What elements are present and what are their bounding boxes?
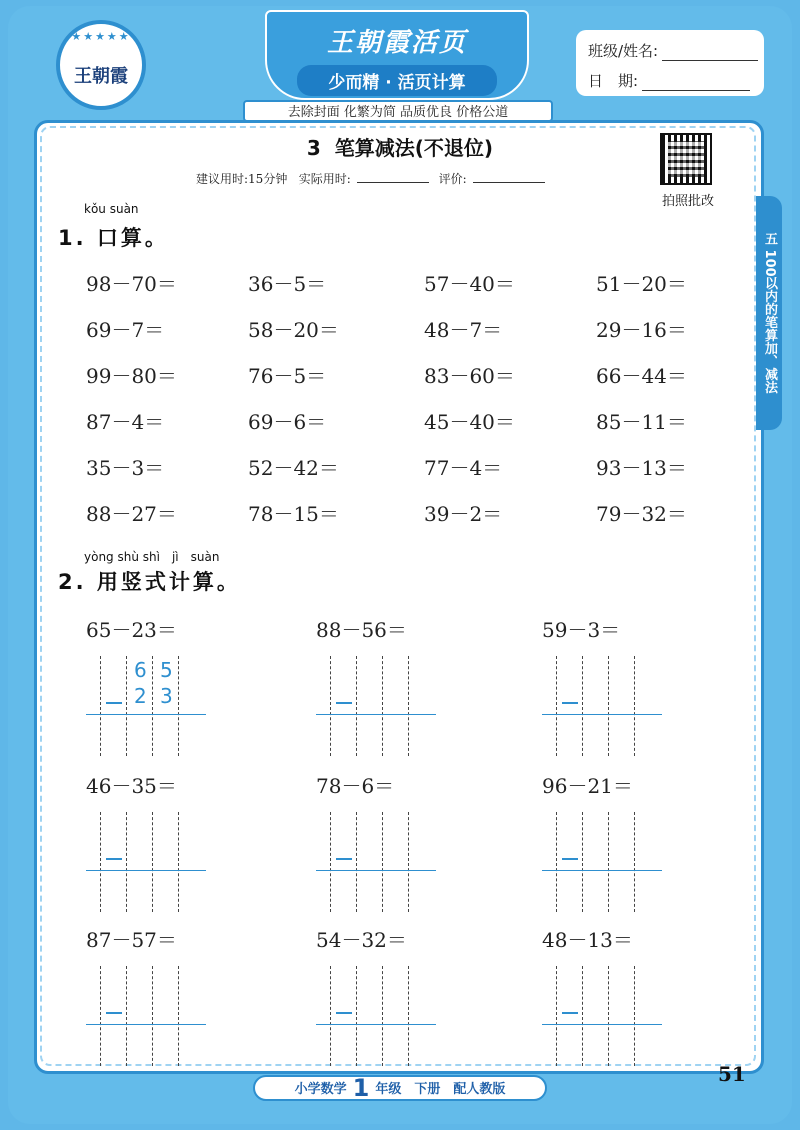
grid-column-line xyxy=(100,966,101,1066)
qr-label: 拍照批改 xyxy=(661,194,714,209)
grid-column-line xyxy=(382,812,383,912)
grid-column-line xyxy=(408,812,409,912)
sum-line xyxy=(86,1024,206,1025)
oral-problem: 48－7＝ xyxy=(424,318,503,342)
grid-column-line xyxy=(634,966,635,1066)
grid-column-line xyxy=(582,812,583,912)
vertical-calc-grid[interactable] xyxy=(556,656,666,756)
grid-column-line xyxy=(582,966,583,1066)
oral-problem: 57－40＝ xyxy=(424,272,515,296)
oral-problem: 58－20＝ xyxy=(248,318,339,342)
example-digit: 5 xyxy=(160,658,173,682)
oral-problem: 76－5＝ xyxy=(248,364,327,388)
grid-column-line xyxy=(582,656,583,756)
oral-problem: 36－5＝ xyxy=(248,272,327,296)
sum-line xyxy=(316,1024,436,1025)
oral-problem: 29－16＝ xyxy=(596,318,687,342)
oral-problem: 98－70＝ xyxy=(86,272,177,296)
oral-problem: 66－44＝ xyxy=(596,364,687,388)
vertical-calc-grid[interactable] xyxy=(556,966,666,1066)
grid-column-line xyxy=(356,812,357,912)
oral-problem: 83－60＝ xyxy=(424,364,515,388)
oral-problem: 39－2＝ xyxy=(424,502,503,526)
example-digit: 3 xyxy=(160,684,173,708)
grid-column-line xyxy=(330,966,331,1066)
vertical-problem: 54－32＝ xyxy=(316,928,407,952)
grid-column-line xyxy=(356,966,357,1066)
vertical-calc-grid[interactable] xyxy=(330,966,440,1066)
minus-sign xyxy=(106,702,122,704)
oral-problem: 79－32＝ xyxy=(596,502,687,526)
lesson-name: 笔算减法(不退位) xyxy=(334,136,494,160)
brand-title: 王朝霞活页 xyxy=(326,28,467,58)
class-name-row xyxy=(588,40,758,61)
vertical-problem: 87－57＝ xyxy=(86,928,177,952)
publisher-logo xyxy=(56,20,146,110)
grid-column-line xyxy=(178,812,179,912)
minus-sign xyxy=(336,858,352,860)
actual-time-field[interactable] xyxy=(357,182,429,183)
brand-subtitle: 少而精 · 活页计算 xyxy=(297,65,497,96)
minus-sign xyxy=(106,1012,122,1014)
grid-column-line xyxy=(152,812,153,912)
evaluation-label: 评价: xyxy=(438,172,467,186)
footer-grade-number: 1 xyxy=(352,1074,370,1102)
minus-sign xyxy=(336,1012,352,1014)
grid-column-line xyxy=(152,656,153,756)
vertical-problem: 48－13＝ xyxy=(542,928,633,952)
oral-problem: 78－15＝ xyxy=(248,502,339,526)
chapter-side-tab: 五 100以内的笔算加、减法 xyxy=(756,196,782,430)
vertical-problem: 59－3＝ xyxy=(542,618,621,642)
minus-sign xyxy=(562,702,578,704)
oral-problem: 85－11＝ xyxy=(596,410,687,434)
vertical-problem: 78－6＝ xyxy=(316,774,395,798)
footer-subject: 小学数学 xyxy=(294,1082,347,1097)
timing-row xyxy=(196,170,551,187)
grid-column-line xyxy=(634,656,635,756)
section1-pinyin: kǒu suàn xyxy=(84,202,139,216)
vertical-problem: 65－23＝ xyxy=(86,618,177,642)
minus-sign xyxy=(562,1012,578,1014)
grid-column-line xyxy=(556,812,557,912)
name-date-box xyxy=(576,30,764,96)
vertical-calc-grid[interactable] xyxy=(100,812,210,912)
lesson-number: 3 xyxy=(306,136,321,160)
page-number: 51 xyxy=(718,1062,746,1086)
class-name-field[interactable] xyxy=(662,46,758,61)
grid-column-line xyxy=(330,812,331,912)
sum-line xyxy=(542,1024,662,1025)
grid-column-line xyxy=(408,656,409,756)
evaluation-field[interactable] xyxy=(473,182,545,183)
oral-problem: 99－80＝ xyxy=(86,364,177,388)
class-name-label: 班级/姓名: xyxy=(588,42,659,60)
grid-column-line xyxy=(634,812,635,912)
grid-column-line xyxy=(126,966,127,1066)
stars-icon: ★★★★★ xyxy=(71,30,131,43)
vertical-calc-grid[interactable] xyxy=(556,812,666,912)
sum-line xyxy=(86,714,206,715)
oral-problem: 77－4＝ xyxy=(424,456,503,480)
footer-bar xyxy=(253,1075,547,1101)
vertical-problem: 88－56＝ xyxy=(316,618,407,642)
oral-problem: 35－3＝ xyxy=(86,456,165,480)
example-digit: 2 xyxy=(134,684,147,708)
minus-sign xyxy=(106,858,122,860)
date-field[interactable] xyxy=(642,76,750,91)
example-digit: 6 xyxy=(134,658,147,682)
sum-line xyxy=(316,870,436,871)
oral-problem: 88－27＝ xyxy=(86,502,177,526)
oral-problem: 87－4＝ xyxy=(86,410,165,434)
slogan: 去除封面 化繁为简 品质优良 价格公道 xyxy=(243,100,553,122)
brand-banner xyxy=(265,10,529,100)
footer-edition: 年级 下册 配人教版 xyxy=(375,1082,506,1097)
minus-sign xyxy=(562,858,578,860)
grid-column-line xyxy=(382,656,383,756)
section2-pinyin: yòng shù shì jì suàn xyxy=(84,550,220,564)
vertical-calc-grid[interactable] xyxy=(330,656,440,756)
oral-problem: 69－6＝ xyxy=(248,410,327,434)
grid-column-line xyxy=(100,812,101,912)
grid-column-line xyxy=(152,966,153,1066)
logo-text: 王朝霞 xyxy=(74,66,128,87)
grid-column-line xyxy=(126,812,127,912)
vertical-calc-grid[interactable] xyxy=(100,656,210,756)
vertical-problem: 46－35＝ xyxy=(86,774,177,798)
grid-column-line xyxy=(178,966,179,1066)
grid-column-line xyxy=(608,812,609,912)
section2-title: 2. 用竖式计算。 xyxy=(58,570,241,594)
date-row xyxy=(588,70,750,91)
minus-sign xyxy=(336,702,352,704)
grid-column-line xyxy=(100,656,101,756)
grid-column-line xyxy=(126,656,127,756)
vertical-calc-grid[interactable] xyxy=(330,812,440,912)
grid-column-line xyxy=(330,656,331,756)
oral-problem: 93－13＝ xyxy=(596,456,687,480)
grid-column-line xyxy=(408,966,409,1066)
oral-problem: 51－20＝ xyxy=(596,272,687,296)
sum-line xyxy=(86,870,206,871)
grid-column-line xyxy=(556,656,557,756)
section1-title: 1. 口算。 xyxy=(58,226,169,250)
grid-column-line xyxy=(556,966,557,1066)
date-label: 日 期: xyxy=(588,72,639,90)
sum-line xyxy=(316,714,436,715)
grid-column-line xyxy=(608,966,609,1066)
grid-column-line xyxy=(382,966,383,1066)
vertical-calc-grid[interactable] xyxy=(100,966,210,1066)
sum-line xyxy=(542,714,662,715)
oral-problem: 45－40＝ xyxy=(424,410,515,434)
suggested-time: 建议用时:15分钟 xyxy=(196,172,288,186)
actual-time-label: 实际用时: xyxy=(298,172,351,186)
grid-column-line xyxy=(608,656,609,756)
oral-problem: 69－7＝ xyxy=(86,318,165,342)
vertical-problem: 96－21＝ xyxy=(542,774,633,798)
qr-code-icon[interactable] xyxy=(660,133,712,185)
grid-column-line xyxy=(356,656,357,756)
oral-problem: 52－42＝ xyxy=(248,456,339,480)
grid-column-line xyxy=(178,656,179,756)
sum-line xyxy=(542,870,662,871)
